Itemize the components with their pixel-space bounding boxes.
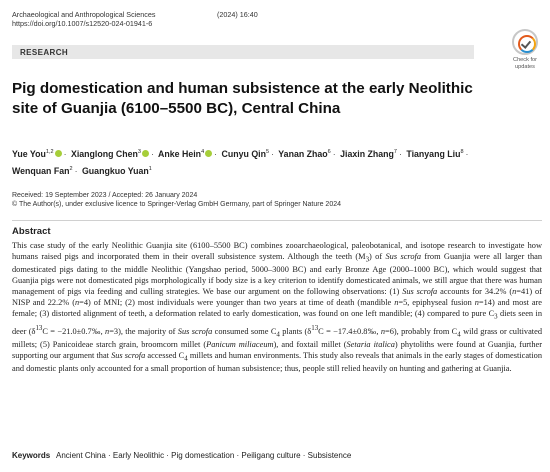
check-for-updates-icon: [512, 29, 538, 55]
keywords-line: [12, 451, 542, 460]
author-name[interactable]: Tianyang Liu: [406, 148, 461, 159]
orcid-icon[interactable]: [205, 150, 212, 157]
author-name[interactable]: Anke Hein: [158, 148, 202, 159]
keywords-label: Keywords: [12, 451, 51, 460]
affiliation-sup: 7: [393, 149, 397, 155]
copyright-notice: © The Author(s), under exclusive licence to Springer-Verlag GmbH Germany, part of Springer Nature 2024: [12, 201, 341, 208]
divider: [12, 220, 542, 221]
journal-name: Archaeological and Anthropological Sciences: [12, 10, 156, 19]
orcid-icon[interactable]: [142, 150, 149, 157]
received-accepted: Received: 19 September 2023 / Accepted: 26 January 2024: [12, 192, 198, 199]
article-type-banner: [12, 45, 474, 59]
article-type-label: RESEARCH: [20, 48, 69, 57]
author-list: Yue You$^{1,2}$ · Xianglong Chen$^3$ · Anke Hein$^4$ · Cunyu Qin$^5$ · Yanan Zhao$^6$ · Jiaxin Zhang$^7$ · Tianyang Liu$^8$ · Wenquan Fan$^2$ · Guangkuo Yuan$^1$: [12, 148, 469, 176]
issue-info: (2024) 16:40: [217, 10, 258, 19]
article-header: [12, 10, 472, 28]
article-title: Pig domestication and human subsistence at the early Neolithic site of Guanjia (6100–5500 BC), Central China: [12, 80, 473, 117]
check-for-updates-label: Check for updates: [513, 57, 537, 70]
author-name[interactable]: Cunyu Qin: [221, 148, 266, 159]
author-name[interactable]: Yue You: [12, 148, 46, 159]
affiliation-sup: 4: [201, 149, 205, 155]
author-name[interactable]: Yanan Zhao: [278, 148, 328, 159]
affiliation-sup: 1: [148, 165, 152, 172]
doi-link[interactable]: https://doi.org/10.1007/s12520-024-01941-6: [12, 19, 153, 28]
affiliation-sup: 3: [137, 149, 141, 155]
author-name[interactable]: Guangkuo Yuan: [81, 165, 149, 176]
affiliation-sup: 1,2: [45, 149, 54, 155]
keywords-list: Ancient China · Early Neolithic · Pig domestication · Peiligang culture · Subsistence: [56, 451, 352, 460]
check-for-updates-button[interactable]: [507, 29, 543, 70]
author-name[interactable]: Jiaxin Zhang: [340, 148, 394, 159]
article-dates: [12, 191, 341, 209]
affiliation-sup: 2: [69, 165, 73, 172]
affiliation-sup: 6: [327, 149, 331, 155]
author-name[interactable]: Wenquan Fan: [12, 165, 70, 176]
orcid-icon[interactable]: [55, 150, 62, 157]
author-name[interactable]: Xianglong Chen: [70, 148, 138, 159]
abstract-heading: Abstract: [12, 226, 51, 237]
affiliation-sup: 5: [266, 149, 270, 155]
affiliation-sup: 8: [460, 149, 464, 155]
abstract-text: This case study of the early Neolithic Guanjia site (6100–5500 BC) combines zooarchaeological, paleobotanical, and isotope research to investigate how humans raised pigs and incorporated them in their overall subsistence system. Although the teeth $(M_3)$ of Sus scrofa from Guanjia were all larger than domesticated pigs dating to the middle Neolithic (Yangshao period, 5000–3000 BC) and early Bronze Age (2000–1000 BC), which would suggest that Guanjia pigs were not domesticated pigs morphologically if body size is a key criterion to identify domesticated animals, we still argue that there was human management of pigs via feeding and culling strategies. We base our argument on the following observations: (1) Sus scrofa accounts for 34.2% (n=41) of NISP and 22.2% (n=4) of MNI; (2) most individuals were younger than two years at time of death (mandible n=5, epiphyseal fusion n=14) and most are female; (3) distorted alignment of teeth, a deformation related to early domestication, was found on one left mandible; (4) compared to pure $C_3$ diets seen in deer ($\delta^{13}C$ = −21.0±0.7‰, n=3), the majority of Sus scrofa consumed some $C_4$ plants ($\delta^{13}C$ = −17.4±0.8‰, n=6), probably from $C_4$ wild grass or cultivated millets; (5) Panicoideae starch grain, broomcorn millet (Panicum miliaceum), and foxtail millet (Setaria italica) phytoliths were found at Guanjia, further supporting our argument that Sus scrofa accessed $C_4$ millets and human environments. This study also reveals that animals in the early stages of domestication and domestic plants only accounted for a small proportion of human subsistence; thus, people still relied heavily on hunting and gathering at Guanjia.: [12, 241, 543, 374]
